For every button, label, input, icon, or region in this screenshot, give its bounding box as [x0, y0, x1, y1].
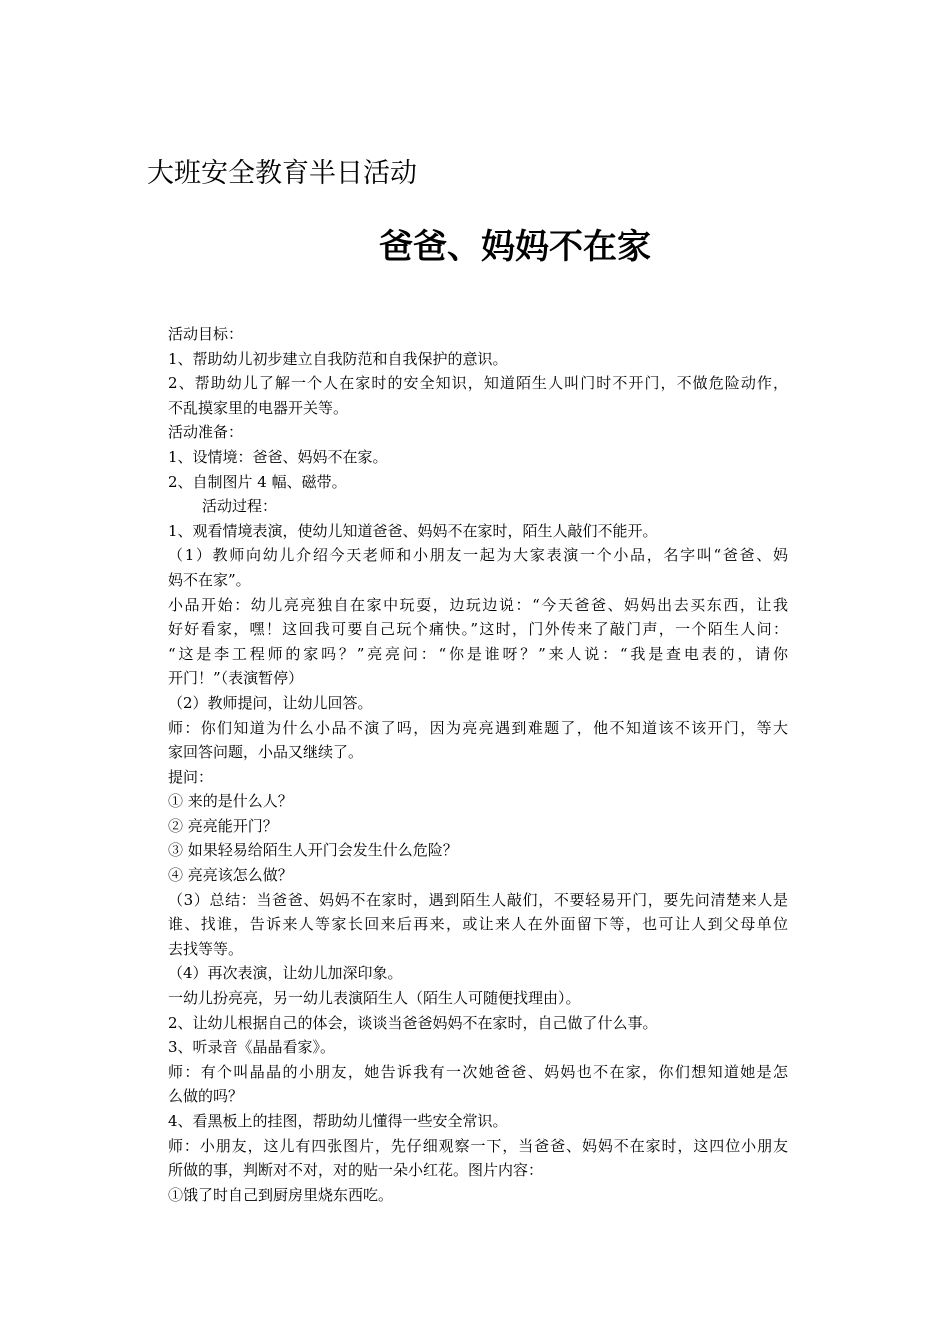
body-line: ① 来的是什么人？: [168, 792, 293, 811]
body-line: （1）教师向幼儿介绍今天老师和小朋友一起为大家表演一个小品，名字叫“爸爸、妈: [168, 546, 788, 565]
body-line: “这是李工程师的家吗？”亮亮问：“你是谁呀？”来人说：“我是查电表的，请你: [168, 644, 788, 663]
body-line: 师：有个叫晶晶的小朋友，她告诉我有一次她爸爸、妈妈也不在家，你们想知道她是怎: [168, 1062, 788, 1081]
body-line: 一幼儿扮亮亮，另一幼儿表演陌生人（陌生人可随便找理由）。: [168, 989, 581, 1008]
body-line: 所做的事，判断对不对，对的贴一朵小红花。图片内容：: [168, 1161, 544, 1180]
document-header: 大班安全教育半日活动: [147, 158, 417, 189]
body-line: 开门！”（表演暂停）: [168, 669, 304, 688]
body-line: 2、自制图片 4 幅、磁带。: [168, 472, 347, 491]
body-line: 1、观看情境表演，使幼儿知道爸爸、妈妈不在家时，陌生人敲们不能开。: [168, 521, 658, 540]
body-line: ③ 如果轻易给陌生人开门会发生什么危险？: [168, 841, 458, 860]
body-line: 师：小朋友，这儿有四张图片，先仔细观察一下，当爸爸、妈妈不在家时，这四位小朋友: [168, 1136, 788, 1155]
body-line: 活动准备：: [168, 423, 244, 442]
body-line: 谁、找谁，告诉来人等家长回来后再来，或让来人在外面留下等，也可让人到父母单位: [168, 915, 788, 934]
body-line: （3）总结：当爸爸、妈妈不在家时，遇到陌生人敲们，不要轻易开门，要先问清楚来人是: [168, 890, 788, 909]
body-line: 2、帮助幼儿了解一个人在家时的安全知识，知道陌生人叫门时不开门，不做危险动作，: [168, 374, 788, 393]
body-line: 3、听录音《晶晶看家》。: [168, 1038, 336, 1057]
body-line: 活动目标：: [168, 325, 244, 343]
body-line: ④ 亮亮该怎么做？: [168, 866, 293, 885]
document-title: 爸爸、妈妈不在家: [379, 227, 651, 267]
body-line: 提问：: [168, 767, 214, 786]
body-line: 1、帮助幼儿初步建立自我防范和自我保护的意识。: [168, 349, 508, 368]
body-line: 好好看家，嘿！这回我可要自己玩个痛快。”这时，门外传来了敲门声，一个陌生人问：: [168, 620, 788, 639]
body-line: （4）再次表演，让幼儿加深印象。: [168, 964, 403, 983]
body-line: 家回答问题，小品又继续了。: [168, 743, 364, 762]
body-line: 不乱摸家里的电器开关等。: [168, 398, 349, 417]
body-line: ② 亮亮能开门？: [168, 816, 278, 835]
document-body: [168, 322, 788, 1207]
body-line: 1、设情境：爸爸、妈妈不在家。: [168, 447, 388, 466]
body-line: 师：你们知道为什么小品不演了吗，因为亮亮遇到难题了，他不知道该不该开门，等大: [168, 718, 788, 737]
body-line: 2、让幼儿根据自己的体会，谈谈当爸爸妈妈不在家时，自己做了什么事。: [168, 1013, 658, 1032]
body-line: 4、看黑板上的挂图，帮助幼儿懂得一些安全常识。: [168, 1112, 508, 1130]
body-line: 活动过程：: [202, 497, 278, 516]
body-line: 小品开始：幼儿亮亮独自在家中玩耍，边玩边说：“今天爸爸、妈妈出去买东西，让我: [168, 595, 788, 614]
body-line: 妈不在家”。: [168, 570, 251, 589]
body-line: ①饿了时自己到厨房里烧东西吃。: [168, 1185, 394, 1204]
body-line: 去找等等。: [168, 939, 244, 958]
body-line: 么做的吗？: [168, 1087, 244, 1106]
body-line: （2）教师提问，让幼儿回答。: [168, 693, 373, 712]
